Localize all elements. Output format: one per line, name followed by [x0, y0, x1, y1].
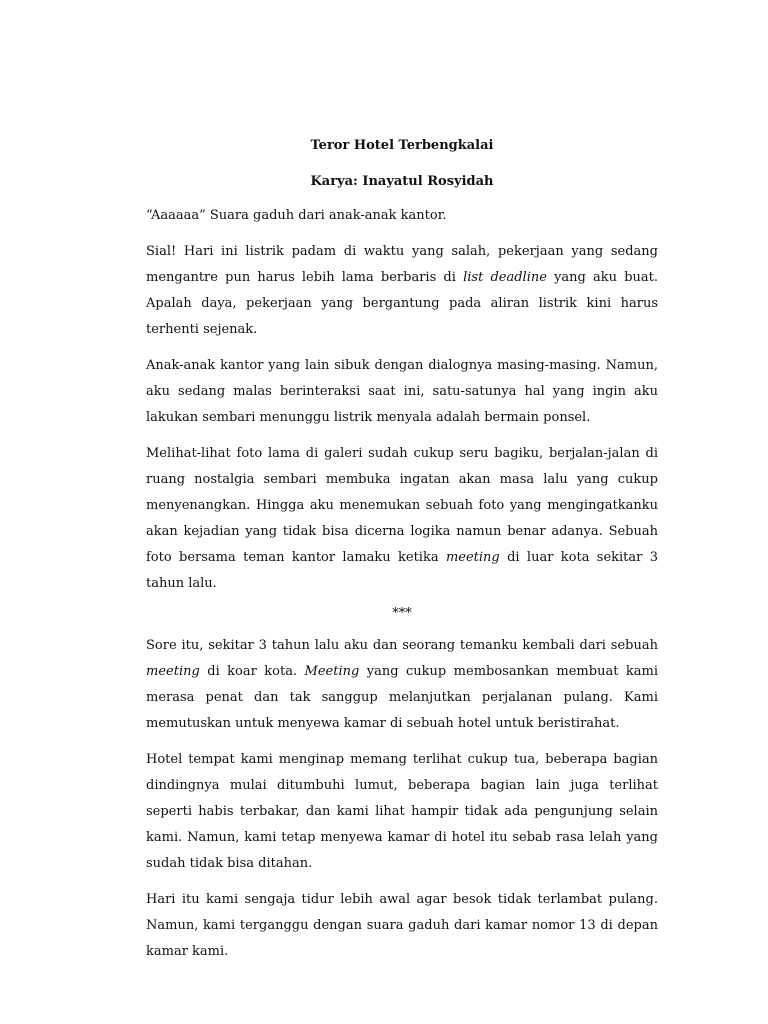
section-separator: ***	[392, 606, 412, 621]
paragraph-4-text-b: di luar kota sekitar 3 tahun lalu.	[146, 550, 658, 591]
document-body	[146, 133, 658, 965]
paragraph-1: “Aaaaaa” Suara gaduh dari anak-anak kantor.	[146, 208, 447, 223]
paragraph-4	[146, 441, 658, 597]
story-title: Teror Hotel Terbengkalai	[310, 138, 494, 153]
story-author: Karya: Inayatul Rosyidah	[310, 174, 494, 189]
paragraph-5	[146, 633, 658, 737]
paragraph-5-italic-2: Meeting	[304, 664, 360, 679]
paragraph-5-text-b: di koar kota.	[199, 664, 305, 679]
paragraph-4-text-a: Melihat-lihat foto lama di galeri sudah cukup seru bagiku, berjalan-jalan di ruang nostalgia sembari membuka ingatan akan masa lalu yang cukup menyenangkan. Hingga aku menemukan sebuah foto yang mengingatkanku akan kejadian yang tidak bisa dicerna logika namun benar adanya. Sebuah foto bersama teman kantor lamaku ketika	[146, 446, 658, 565]
paragraph-5-text-a: Sore itu, sekitar 3 tahun lalu aku dan seorang temanku kembali dari sebuah	[146, 638, 658, 653]
paragraph-2-text-b: yang aku buat. Apalah daya, pekerjaan yang bergantung pada aliran listrik kini harus terhenti sejenak.	[146, 270, 658, 337]
paragraph-5-text-c: yang cukup membosankan membuat kami merasa penat dan tak sanggup melanjutkan perjalanan pulang. Kami memutuskan untuk menyewa kamar di sebuah hotel untuk beristirahat.	[146, 664, 658, 731]
paragraph-2	[146, 239, 658, 343]
paragraph-2-text-a: Sial! Hari ini listrik padam di waktu yang salah, pekerjaan yang sedang mengantre pun harus lebih lama berbaris di	[146, 244, 658, 285]
paragraph-6: Hotel tempat kami menginap memang terlihat cukup tua, beberapa bagian dindingnya mulai ditumbuhi lumut, beberapa bagian lain juga terlihat seperti habis terbakar, dan kami lihat hampir tidak ada pengunjung selain kami. Namun, kami tetap menyewa kamar di hotel itu sebab rasa lelah yang sudah tidak bisa ditahan.	[146, 752, 658, 871]
paragraph-4-italic: meeting	[445, 550, 500, 565]
paragraph-5-italic-1: meeting	[146, 664, 200, 679]
paragraph-2-italic: list deadline	[463, 270, 547, 285]
paragraph-3: Anak-anak kantor yang lain sibuk dengan dialognya masing-masing. Namun, aku sedang malas berinteraksi saat ini, satu-satunya hal yang ingin aku lakukan sembari menunggu listrik menyala adalah bermain ponsel.	[146, 358, 658, 425]
paragraph-7: Hari itu kami sengaja tidur lebih awal agar besok tidak terlambat pulang. Namun, kami terganggu dengan suara gaduh dari kamar nomor 13 di depan kamar kami.	[146, 892, 658, 959]
